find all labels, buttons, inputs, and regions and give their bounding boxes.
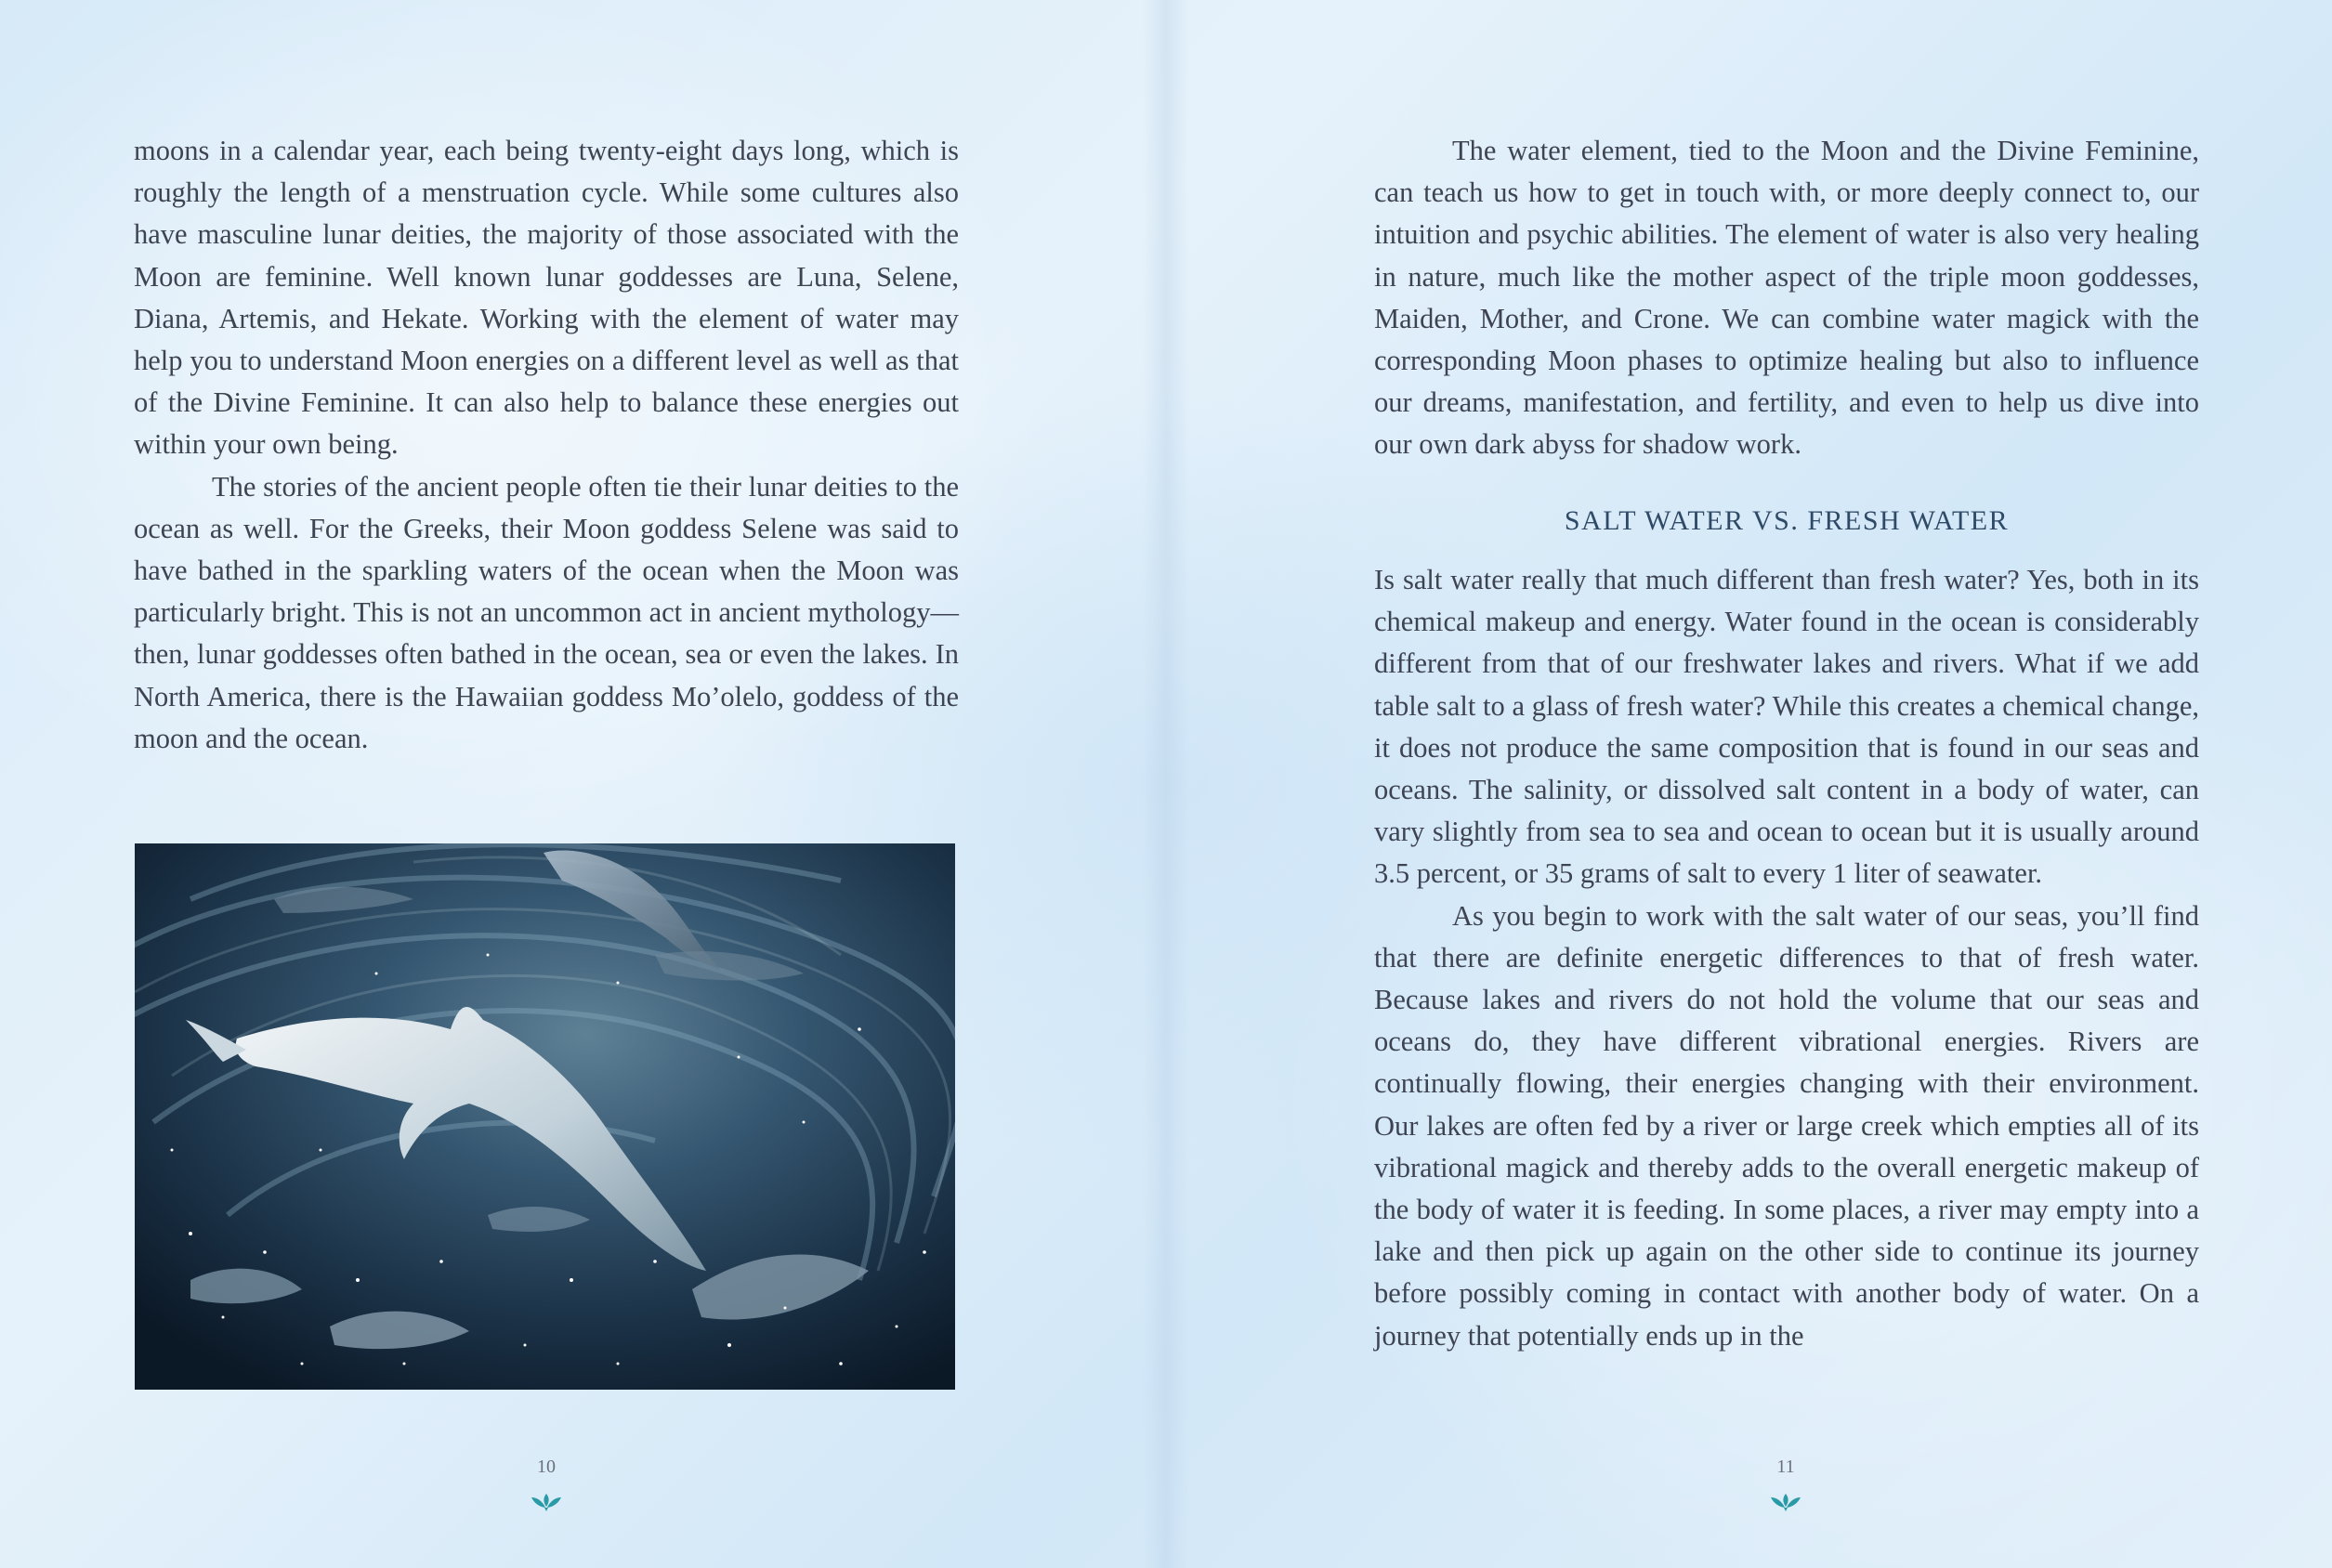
- right-page-text-bottom: [1374, 559, 2199, 1357]
- lotus-ornament-icon: [1769, 1492, 1802, 1512]
- section-heading: SALT WATER VS. FRESH WATER: [1564, 505, 2010, 536]
- paragraph: The stories of the ancient people often tie their lunar deities to the ocean as well. For the Greeks, their Moon goddess Selene was said to have bathed in the sparkling waters of the ocean when the Moon was particularly bright. This is not an uncommon act in ancient mythology—then, lunar goddesses often bathed in the ocean, sea or even the lakes. In North America, there is the Hawaiian goddess Mo’olelo, goddess of the moon and the ocean.: [134, 470, 959, 754]
- lotus-ornament-icon: [530, 1492, 563, 1512]
- paragraph: As you begin to work with the salt water of our seas, you’ll find that there are definite energetic differences to that of fresh water. Because lakes and rivers do not hold the volume that our seas and oceans do, they have different vibrational energies. Rivers are continually flowing, their energies changing with their environment. Our lakes are often fed by a river or large creek which empties all of its vibrational magick and thereby adds to the overall energetic makeup of the body of water it is feeding. In some places, a river may empty into a lake and then pick up again on the other side to continue its journey before possibly coming in contact with another body of water. On a journey that potentially ends up in the: [1374, 899, 2199, 1352]
- page-number: 10: [537, 1457, 556, 1477]
- paragraph: The water element, tied to the Moon and the Divine Feminine, can teach us how to get in touch with, or more deeply connect to, our intuition and psychic abilities. The element of water is also very healing in nature, much like the mother aspect of the triple moon goddesses, Maiden, Mother, and Crone. We can combine water magick with the corresponding Moon phases to optimize healing but also to influence our dreams, manifestation, and fertility, and even to help us dive into our own dark abyss for shadow work.: [1374, 135, 2199, 461]
- page-number: 11: [1776, 1457, 1795, 1477]
- right-page-text-top: [1374, 130, 2199, 466]
- right-page: [1166, 0, 2332, 1568]
- paragraph: moons in a calendar year, each being twenty-eight days long, which is roughly the length of a menstruation cycle. While some cultures also have masculine lunar deities, the majority of those associated with the Moon are feminine. Well known lunar goddesses are Luna, Selene, Diana, Artemis, and Hekate. Working with the element of water may help you to understand Moon energies on a different level as well as that of the Divine Feminine. It can also help to balance these energies out within your own being.: [134, 135, 959, 461]
- dolphin-illustration: [135, 843, 955, 1390]
- paragraph: Is salt water really that much different than fresh water? Yes, both in its chemical makeup and energy. Water found in the ocean is considerably different from that of our freshwater lakes and rivers. What if we add table salt to a glass of fresh water? While this creates a chemical change, it does not produce the same composition that is found in our seas and oceans. The salinity, or dissolved salt content in a body of water, can vary slightly from sea to sea and ocean to ocean but it is usually around 3.5 percent, or 35 grams of salt to every 1 liter of seawater.: [1374, 564, 2199, 890]
- left-page-text: [134, 130, 959, 760]
